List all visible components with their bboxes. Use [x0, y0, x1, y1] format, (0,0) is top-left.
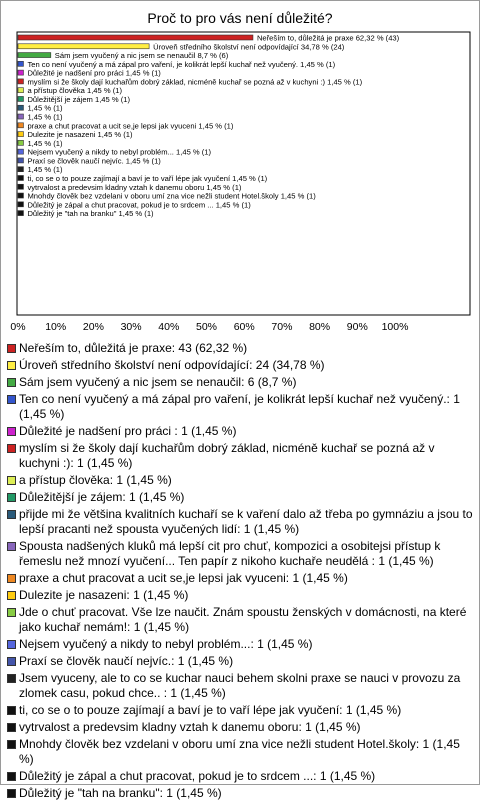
bar-label-1: Neřeším to, důležitá je praxe 62,32 % (43) — [256, 33, 400, 43]
legend-label: Důležitý je "tah na branku": 1 (1,45 %) — [19, 786, 222, 800]
bar-2 — [18, 44, 149, 49]
legend-item — [7, 375, 473, 390]
legend-swatch — [7, 657, 16, 666]
bar-label-15: Praxí se člověk naučí nejvíc. 1,45 % (1) — [27, 156, 161, 166]
legend-item — [7, 424, 473, 439]
bar-5 — [18, 70, 23, 75]
legend-label: Sám jsem vyučený a nic jsem se nenaučil: 6 (8,7 %) — [19, 375, 297, 389]
legend-swatch — [7, 476, 16, 485]
bar-10 — [18, 114, 23, 119]
bar-3 — [18, 53, 51, 58]
bar-label-4: Ten co není vyučený a má zápal pro vaření, je kolikrát lepší kuchař než vyučený. 1,45 % (1) — [27, 59, 336, 69]
legend-label: Důležitý je zápal a chut pracovat, pokud je to srdcem ...: 1 (1,45 %) — [19, 769, 376, 783]
legend-label: Mnohdy člověk bez vzdelani v oboru umí zna vice nežli student Hotel.školy: 1 (1,45 %) — [19, 737, 460, 766]
legend-label: Neřeším to, důležitá je praxe: 43 (62,32 %) — [19, 341, 248, 355]
bar-label-9: 1,45 % (1) — [27, 103, 63, 113]
legend-item — [7, 392, 473, 422]
legend-swatch — [7, 640, 16, 649]
legend-label: Úroveň středního školství není odpovídající: 24 (34,78 %) — [19, 358, 325, 372]
bar-label-11: praxe a chut pracovat a ucit se,je lepsi jak vyuceni 1,45 % (1) — [27, 121, 234, 131]
legend-label: vytrvalost a predevsim kladny vztah k danemu oboru: 1 (1,45 %) — [19, 720, 361, 734]
legend-swatch — [7, 789, 16, 798]
x-tick-label: 40% — [158, 321, 180, 333]
bar-12 — [18, 132, 23, 137]
legend-swatch — [7, 361, 16, 370]
legend-item — [7, 737, 473, 767]
bar-label-7: a přístup člověka 1,45 % (1) — [27, 86, 123, 96]
legend-item — [7, 605, 473, 635]
legend-label: Dulezite je nasazeni: 1 (1,45 %) — [19, 588, 189, 602]
legend-label: Spousta nadšených kluků má lepší cit pro chuť, kompozici a osobitejsi přístup k řemeslu než mnozí vyučení... Ten papír z nikoho kuchaře neudělá : 1 (1,45 %) — [19, 539, 441, 568]
bar-label-14: Nejsem vyučený a nikdy to nebyl problém... 1,45 % (1) — [27, 147, 212, 157]
legend-item — [7, 341, 473, 356]
bar-label-5: Důležité je nadšení pro práci 1,45 % (1) — [27, 68, 161, 78]
bar-label-2: Úroveň středního školství není odpovídající 34,78 % (24) — [153, 42, 345, 52]
chart-title: Proč to pro vás není důležité? — [147, 10, 333, 26]
legend-item — [7, 671, 473, 701]
legend-item — [7, 720, 473, 735]
legend-label: a přístup člověka: 1 (1,45 %) — [19, 473, 172, 487]
legend-swatch — [7, 740, 16, 749]
legend-swatch — [7, 493, 16, 502]
x-tick-label: 30% — [120, 321, 142, 333]
bar-21 — [18, 211, 23, 216]
legend-label: Důležitější je zájem: 1 (1,45 %) — [19, 490, 185, 504]
bar-11 — [18, 123, 23, 128]
bar-20 — [18, 202, 23, 207]
legend-item — [7, 571, 473, 586]
legend-item — [7, 358, 473, 373]
x-tick-label: 50% — [195, 321, 218, 333]
x-tick-label: 10% — [45, 321, 67, 333]
legend-label: přijde mi že většina kvalitních kuchaří se k vaření dalo až třeba po gymnáziu a jsou to lepší pracanti než spousta vyučených lidí: 1 (1,45 %) — [19, 507, 473, 536]
legend-item — [7, 539, 473, 569]
legend-swatch — [7, 510, 16, 519]
bar-label-19: Mnohdy člověk bez vzdelani v oboru umí zna vice nežli student Hotel.školy 1,45 % (1) — [27, 191, 316, 201]
bar-1 — [18, 35, 253, 40]
legend-label: myslím si že školy dají kuchařům dobrý základ, nicméně kuchař se pozná až v kuchyni :): 1 (1,45 %) — [19, 441, 435, 470]
bar-label-12: Dulezite je nasazeni 1,45 % (1) — [27, 130, 133, 140]
bar-label-3: Sám jsem vyučený a nic jsem se nenaučil 8,7 % (6) — [54, 51, 229, 61]
legend-item — [7, 786, 473, 801]
bar-label-20: Důležitý je zápal a chut pracovat, pokud je to srdcem ... 1,45 % (1) — [27, 200, 251, 210]
bar-9 — [18, 105, 23, 110]
legend-swatch — [7, 444, 16, 453]
bar-4 — [18, 61, 23, 66]
legend-swatch — [7, 591, 16, 600]
bar-label-17: ti, co se o to pouze zajímají a baví je to vaří lépe jak vyučení 1,45 % (1) — [27, 173, 268, 183]
x-tick-label: 100% — [381, 321, 409, 333]
bar-label-18: vytrvalost a predevsim kladny vztah k danemu oboru 1,45 % (1) — [27, 182, 242, 192]
bar-label-8: Důležitější je zájem 1,45 % (1) — [27, 94, 131, 104]
legend-label: ti, co se o to pouze zajímají a baví je to vaří lépe jak vyučení: 1 (1,45 %) — [19, 703, 402, 717]
bar-label-16: 1,45 % (1) — [27, 165, 63, 175]
bar-label-10: 1,45 % (1) — [27, 112, 63, 122]
legend-item — [7, 769, 473, 784]
bar-7 — [18, 88, 23, 93]
legend-swatch — [7, 427, 16, 436]
legend-item — [7, 473, 473, 488]
x-tick-label: 0% — [10, 321, 26, 333]
bar-18 — [18, 184, 23, 189]
legend — [7, 341, 473, 803]
bar-14 — [18, 149, 23, 154]
legend-item — [7, 441, 473, 471]
bar-label-6: myslím si že školy dají kuchařům dobrý základ, nicméně kuchař se pozná až v kuchyni :) 1,45 % (1) — [27, 77, 363, 87]
legend-label: Ten co není vyučený a má zápal pro vaření, je kolikrát lepší kuchař než vyučený.: 1 (1,45 %) — [19, 392, 460, 421]
legend-label: Důležité je nadšení pro práci : 1 (1,45 %) — [19, 424, 237, 438]
legend-swatch — [7, 723, 16, 732]
legend-item — [7, 490, 473, 505]
legend-swatch — [7, 378, 16, 387]
legend-swatch — [7, 674, 16, 683]
legend-swatch — [7, 706, 16, 715]
legend-label: Jsem vyuceny, ale to co se kuchar nauci behem skolni praxe se nauci v provozu za zlomek casu, pokud chce.. : 1 (1,45 %) — [19, 671, 461, 700]
legend-swatch — [7, 574, 16, 583]
bar-6 — [18, 79, 23, 84]
legend-swatch — [7, 608, 16, 617]
bar-13 — [18, 140, 23, 145]
x-tick-label: 20% — [82, 321, 104, 333]
legend-label: Praxí se člověk naučí nejvíc.: 1 (1,45 %) — [19, 654, 234, 668]
bar-label-21: Důležitý je "tah na branku" 1,45 % (1) — [27, 209, 154, 219]
bar-17 — [18, 175, 23, 180]
bar-label-13: 1,45 % (1) — [27, 138, 63, 148]
bar-chart — [0, 30, 480, 335]
x-tick-label: 70% — [271, 321, 293, 333]
legend-swatch — [7, 542, 16, 551]
legend-label: praxe a chut pracovat a ucit se,je lepsi jak vyuceni: 1 (1,45 %) — [19, 571, 348, 585]
bar-8 — [18, 96, 23, 101]
bar-19 — [18, 193, 23, 198]
legend-label: Jde o chuť pracovat. Vše lze naučit. Znám spoustu ženských v domácnosti, na které jako kuchař nemám!: 1 (1,45 %) — [19, 605, 467, 634]
legend-item — [7, 507, 473, 537]
x-axis-ticks — [10, 321, 408, 333]
legend-swatch — [7, 344, 16, 353]
legend-swatch — [7, 772, 16, 781]
legend-item — [7, 703, 473, 718]
bar-16 — [18, 167, 23, 172]
bar-15 — [18, 158, 23, 163]
legend-label: Nejsem vyučený a nikdy to nebyl problém...: 1 (1,45 %) — [19, 637, 313, 651]
x-tick-label: 90% — [346, 321, 368, 333]
x-tick-label: 60% — [233, 321, 255, 333]
legend-item — [7, 588, 473, 603]
x-tick-label: 80% — [309, 321, 331, 333]
legend-swatch — [7, 395, 16, 404]
legend-item — [7, 654, 473, 669]
legend-item — [7, 637, 473, 652]
